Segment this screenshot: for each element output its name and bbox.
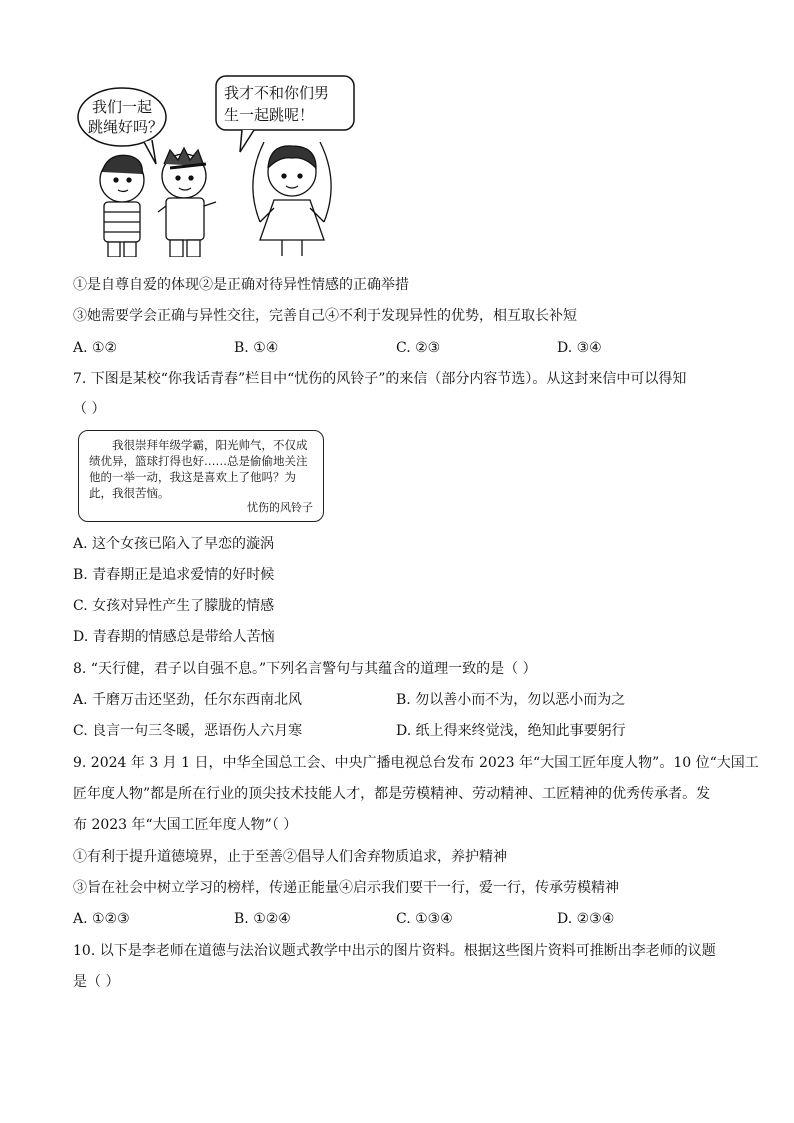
boy-right-figure [158,148,216,257]
q9-stem-line-2: 匠年度人物”都是所在行业的顶尖技术技能人才，都是劳模精神、劳动精神、工匠精神的优秀传承者。发 [73,786,711,802]
q7-option-b[interactable]: B. 青春期正是追求爱情的好时候 [73,567,275,583]
q9-option-c[interactable]: C. ①③④ [396,911,453,927]
q10-stem-line-1: 10. 以下是李老师在道德与法治议题式教学中出示的图片资料。根据这些图片资料可推断出李老师的议题 [73,943,716,959]
q7-option-c[interactable]: C. 女孩对异性产生了朦胧的情感 [73,598,275,614]
bubble-left-line2: 跳绳好吗？ [88,118,164,136]
cartoon-illustration [74,72,374,257]
q9-option-d[interactable]: D. ②③④ [557,911,615,927]
q9-stem-line-1: 9. 2024 年 3 月 1 日，中华全国总工会、中央广播电视总台发布 2023 年“大国工匠年度人物”。10 位“大国工 [73,755,759,771]
girl-figure [253,142,331,256]
q6-option-c[interactable]: C. ②③ [396,340,441,356]
letter-body: 我很崇拜年级学霸，阳光帅气，不仅成绩优异，篮球打得也好……总是偷偷地关注他的一举一动，我这是喜欢上了他吗？为此，我很苦恼。 [89,438,308,500]
q8-stem: 8. “天行健，君子以自强不息。”下列名言警句与其蕴含的道理一致的是（ ） [73,661,537,677]
q8-option-c[interactable]: C. 良言一句三冬暖，恶语伤人六月寒 [73,723,303,739]
q6-statement-line-2: ③她需要学会正确与异性交往，完善自己④不利于发现异性的优势，相互取长补短 [73,308,577,324]
q8-option-a[interactable]: A. 千磨万击还坚劲，任尔东西南北风 [73,692,303,708]
boy-left-figure [100,155,144,257]
q9-statement-line-1: ①有利于提升道德境界，止于至善②倡导人们舍弃物质追求，养护精神 [73,849,507,865]
q10-stem-line-2: 是（ ） [73,974,120,990]
q7-option-a[interactable]: A. 这个女孩已陷入了早恋的漩涡 [73,536,275,552]
q7-stem-line-1: 7. 下图是某校“你我话青春”栏目中“忧伤的风铃子”的来信（部分内容节选）。从这封来信中可以得知 [73,371,687,387]
q9-option-b[interactable]: B. ①②④ [234,911,291,927]
q6-statement-line-1: ①是自尊自爱的体现②是正确对待异性情感的正确举措 [73,277,409,293]
q8-option-b[interactable]: B. 勿以善小而不为，勿以恶小而为之 [396,692,626,708]
bubble-right-line1: 我才不和你们男 [224,84,330,102]
q6-option-a[interactable]: A. ①② [73,340,118,356]
q7-option-d[interactable]: D. 青春期的情感总是带给人苦恼 [73,629,275,645]
q9-statement-line-2: ③旨在社会中树立学习的榜样，传递正能量④启示我们要干一行，爱一行，传承劳模精神 [73,880,619,896]
q6-option-d[interactable]: D. ③④ [557,340,602,356]
q7-stem-line-2: （ ） [73,401,106,417]
q8-option-d[interactable]: D. 纸上得来终觉浅，绝知此事要躬行 [396,723,626,739]
speech-bubble-left [78,88,166,146]
q9-stem-line-3: 布 2023 年“大国工匠年度人物”（ ） [73,817,298,833]
letter-signature: 忧伤的风铃子 [247,501,313,514]
q6-option-b[interactable]: B. ①④ [234,340,279,356]
letter-excerpt-box [78,430,324,522]
bubble-right-line2: 生一起跳呢！ [224,106,315,124]
q9-option-a[interactable]: A. ①②③ [73,911,130,927]
bubble-left-line1: 我们一起 [92,98,153,116]
